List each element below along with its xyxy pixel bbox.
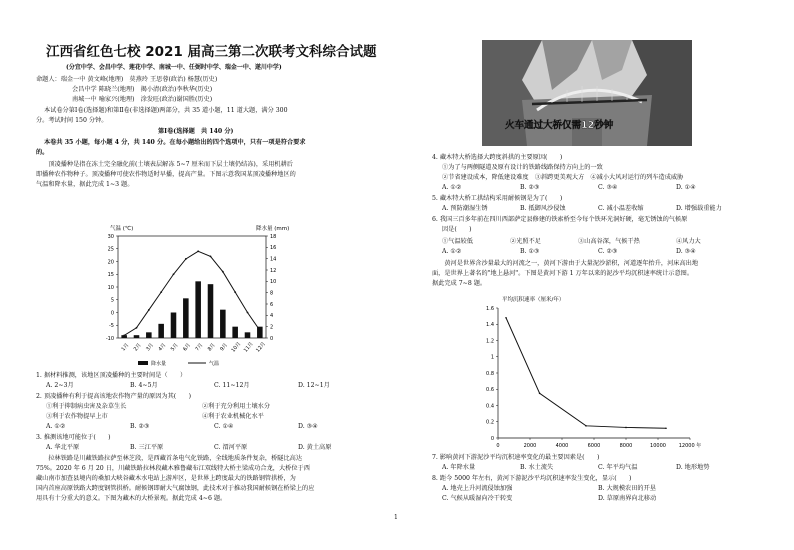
left-tick-label: 10 xyxy=(107,284,114,291)
q6-choice-2: ②光照不足 xyxy=(510,238,541,245)
q7-option-a: A. 年降水量 xyxy=(442,464,476,471)
q5-option-a: A. 预防潮湿生锈 xyxy=(442,205,488,212)
legend-bar-swatch xyxy=(138,361,148,365)
sediment-x-tick-label: 2000 xyxy=(523,443,537,449)
precip-bar xyxy=(134,335,140,338)
q2-line-4: ④利于农业机械化水平 xyxy=(202,413,264,420)
q2-option-a: A. ①② xyxy=(46,423,66,430)
left-tick-label: 25 xyxy=(107,246,114,253)
q3-option-b: B. 三江平原 xyxy=(130,444,164,451)
q3-option-a: A. 华北平原 xyxy=(46,444,80,451)
schools-line: (分宜中学、会昌中学、莲花中学、南城一中、任弼时中学、瑞金一中、遂川中学) xyxy=(66,64,282,71)
page-number: 1 xyxy=(394,514,398,521)
q6-option-d: D. ③④ xyxy=(676,248,696,255)
q7-option-d: D. 地形地势 xyxy=(676,464,710,471)
q2-line-1: ①利于抑制病虫害及杂草生长 xyxy=(46,403,127,410)
temperature-point xyxy=(136,327,138,329)
left-tick-label: 5 xyxy=(110,297,114,304)
q4-stem: 4. 藏木特大桥选择大跨度斜拱的主要原因( ) xyxy=(432,154,563,161)
q3-stem: 3. 推测该地可能位于( ) xyxy=(36,434,111,441)
precip-bar xyxy=(208,284,214,338)
q6-choice-4: ④风力大 xyxy=(676,238,701,245)
instruction-line-1: 本卷共 35 小题，每小题 4 分，共 140 分。在每小题给出的四个选项中，只有一项是符合要求 xyxy=(44,139,306,146)
temperature-point xyxy=(259,329,261,331)
q2-line-2: ②利于充分利用土壤水分 xyxy=(202,403,271,410)
passage2-line-2: 75%。2020 年 6 月 20 日，川藏铁路拉林段藏木雅鲁藏布江双线特大桥主梁成功合龙，大桥位于西 xyxy=(36,465,310,472)
passage2-line-5: 用具有十分重大的意义。下图为藏木的大桥景观。据此完成 4~6 题。 xyxy=(36,495,227,502)
sediment-x-tick-label: 4000 xyxy=(555,443,569,449)
q7-option-b: B. 水土流失 xyxy=(520,464,554,471)
month-label: 3月 xyxy=(145,342,155,353)
q6-option-b: B. ①③ xyxy=(520,248,540,255)
precip-bar xyxy=(158,324,164,338)
intro-line-2: 分。考试时间 150 分钟。 xyxy=(36,117,108,124)
left-axis-title: 气温 (℃) xyxy=(110,226,134,232)
q2-line-3: ③利于农作物提早上市 xyxy=(46,413,108,420)
sediment-rate-point xyxy=(585,425,587,427)
temperature-point xyxy=(148,309,150,311)
q4-option-b: B. ②③ xyxy=(520,184,540,191)
sediment-y-title: 平均沉积速率（厘米/年） xyxy=(502,297,565,303)
precip-bar xyxy=(183,298,189,338)
precip-bar xyxy=(220,310,226,338)
q6-stem: 6. 我国三百多年前在四川西部萨定县修建的铁索桥至今每个铁环光洞好硬，毫无锈蚀的气候原 xyxy=(432,216,688,223)
legend-line-label: 气温 xyxy=(209,361,220,367)
sediment-rate-chart xyxy=(470,292,720,452)
sediment-x-tick-label: 12000 年 xyxy=(678,443,702,449)
legend-bar-label: 降水量 xyxy=(151,361,167,367)
month-label: 12月 xyxy=(255,341,268,354)
q4-option-a: A. ①② xyxy=(442,184,462,191)
temperature-point xyxy=(185,258,187,260)
q6-line-1: 因是( ) xyxy=(442,226,472,233)
q6-choice-1: ①气温较低 xyxy=(442,238,473,245)
q1-stem: 1. 据材料推测，该地区顶凌播种的主要时间是（ ） xyxy=(36,372,187,379)
passage2-line-4: 国内首座高原铁路大跨度钢管拱桥。耐候钢即耐大气腐蚀钢，此技术对于推动我国耐候钢在桥梁上的应 xyxy=(36,485,315,492)
q1-option-d: D. 12~1月 xyxy=(298,382,330,389)
sediment-rate-point xyxy=(539,393,541,395)
precip-bar xyxy=(195,281,201,338)
passage1-line-3: 气温和降水量，据此完成 1~3 题。 xyxy=(36,181,134,188)
passage1-line-2: 即播种农作物种子。顶凌播种可使农作物适时早播，提高产量。下图示意我国某顶凌播种地区的 xyxy=(36,171,296,178)
left-tick-label: 15 xyxy=(107,272,114,279)
sediment-x-tick-label: 6000 xyxy=(587,443,601,449)
passage3-line-3: 据此完成 7~8 题。 xyxy=(432,280,487,287)
proposer-line-3: 南城一中 喻家兴(地理) 涂发旺(政治)谢国胜(历史) xyxy=(72,96,213,103)
sediment-y-tick-label: 1.2 xyxy=(486,338,494,345)
left-tick-label: -5 xyxy=(109,323,114,330)
q2-option-b: B. ②③ xyxy=(130,423,150,430)
q2-stem: 2. 顶凌播种有利于提高该地农作物产量的原因为其( ) xyxy=(36,393,192,400)
sediment-rate-line xyxy=(506,318,666,429)
q2-option-c: C. ①④ xyxy=(214,423,234,430)
temperature-point xyxy=(247,312,249,314)
passage1-line-1: 顶凌播种是指在冻土完全融化前(土壤表层解冻 5~7 厘米而下层土壤仍结冻)，采用机耕后 xyxy=(36,161,293,168)
month-label: 11月 xyxy=(242,341,255,354)
month-label: 1月 xyxy=(120,342,131,353)
q4-line-2: ②节省建设成本，降低建设难度 ③斜跨更美观大方 ④减小大风对运行的列车造成威胁 xyxy=(442,174,684,181)
temperature-point xyxy=(210,256,212,258)
right-axis-title: 降水量 (mm) xyxy=(256,226,290,232)
right-tick-label: 16 xyxy=(270,245,277,252)
temperature-line xyxy=(124,251,260,335)
sediment-x-tick-label: 10000 xyxy=(650,443,666,449)
precip-bar xyxy=(171,313,177,339)
sediment-y-tick-label: 0.6 xyxy=(486,387,494,394)
sediment-y-tick-label: 1.4 xyxy=(486,322,494,329)
right-tick-label: 18 xyxy=(270,233,277,240)
climate-chart xyxy=(96,222,296,372)
sediment-x-tick-label: 8000 xyxy=(619,443,633,449)
right-tick-label: 10 xyxy=(270,279,277,286)
precip-bar xyxy=(245,332,251,338)
month-label: 5月 xyxy=(169,342,180,353)
temperature-point xyxy=(123,335,125,337)
month-label: 6月 xyxy=(182,342,192,353)
left-tick-label: 0 xyxy=(110,310,114,317)
left-tick-label: 20 xyxy=(107,259,114,266)
proposer-line-2: 会昌中学 陈晓兰(地理) 揭小清(政治)李秋华(历史) xyxy=(72,86,213,93)
temperature-point xyxy=(160,291,162,293)
sediment-rate-point xyxy=(625,427,627,429)
temperature-point xyxy=(197,250,199,252)
left-tick-label: -10 xyxy=(105,335,114,342)
q8-option-a: A. 地壳上升河流侵蚀加强 xyxy=(442,485,513,492)
temperature-point xyxy=(234,291,236,293)
left-tick-label: 30 xyxy=(107,233,114,240)
sediment-y-tick-label: 1 xyxy=(490,354,494,361)
sediment-y-tick-label: 0.8 xyxy=(486,370,494,377)
month-label: 10月 xyxy=(230,341,243,354)
q5-option-c: C. 减小温差收缩 xyxy=(598,205,644,212)
q1-option-a: A. 2~3月 xyxy=(46,382,74,389)
month-label: 9月 xyxy=(219,342,229,353)
temperature-point xyxy=(222,271,224,273)
month-label: 4月 xyxy=(157,342,168,353)
q5-option-b: B. 抵御风沙侵蚀 xyxy=(520,205,566,212)
month-label: 8月 xyxy=(206,342,217,353)
passage3-line-1: 黄河是世界含沙量最大的河流之一，黄河下游由于大量泥沙淤积，河道逐年抬升，河床高出地 xyxy=(432,260,699,267)
sediment-x-tick-label: 0 xyxy=(496,443,500,449)
q4-line-1: ①为了与两侧隧道及原有设计的铁路线路保持方向上的一致 xyxy=(442,164,603,171)
right-tick-label: 14 xyxy=(270,256,277,263)
temperature-point xyxy=(173,273,175,275)
q4-option-d: D. ①④ xyxy=(676,184,696,191)
q7-option-c: C. 年平均气温 xyxy=(598,464,638,471)
passage3-line-2: 面，是世界上著名的"地上悬河"。下图是黄河下游 1 万年以来的泥沙平均沉积速率统计示意图。 xyxy=(432,270,694,277)
passage2-line-1: 拉林铁路是川藏铁路拉萨至林芝段，是西藏首条电气化铁路，全线地质条件复杂，桥隧比高达 xyxy=(36,455,303,462)
right-tick-label: 6 xyxy=(270,301,274,308)
proposer-line-1: 命题人：瑞金一中 黄文峰(地理) 莫燕玲 王思蓉(政治) 杨慧(历史) xyxy=(36,76,218,83)
intro-line-1: 本试卷分第Ⅰ卷(选择题)和第Ⅱ卷(非选择题)两部分，共 35 道小题，11 道大题，满分 300 xyxy=(44,107,288,114)
right-tick-label: 4 xyxy=(270,313,274,320)
sediment-y-tick-label: 0 xyxy=(490,435,494,442)
q8-option-c: C. 气候从暖湿向冷干转变 xyxy=(442,495,513,502)
precip-bar xyxy=(146,332,152,338)
sediment-y-tick-label: 1.6 xyxy=(486,305,494,312)
sediment-y-tick-label: 0.4 xyxy=(486,403,494,410)
month-label: 7月 xyxy=(194,342,205,353)
q6-option-c: C. ②③ xyxy=(598,248,618,255)
q2-option-d: D. ③④ xyxy=(298,423,318,430)
sediment-rate-point xyxy=(505,317,507,319)
precip-bar xyxy=(232,327,238,338)
q7-stem: 7. 影响黄河下游泥沙平均沉积速率变化的最主要因素是( ) xyxy=(432,454,600,461)
q6-option-a: A. ①② xyxy=(442,248,462,255)
q5-stem: 5. 藏木特大桥工拱结构采用耐候钢是为了( ) xyxy=(432,195,563,202)
section-heading: 第Ⅰ卷(选择题 共 140 分) xyxy=(158,128,234,135)
month-label: 2月 xyxy=(132,342,143,353)
q1-option-c: C. 11~12月 xyxy=(214,382,250,389)
right-tick-label: 8 xyxy=(270,290,274,297)
instruction-line-2: 的。 xyxy=(36,149,49,156)
q8-option-b: B. 大规模农田的开垦 xyxy=(598,485,656,492)
passage2-line-3: 藏山南市加查县境内的桑加大峡谷藏木水电站上游库区，是世界上跨度最大的铁路钢管拱桥，为 xyxy=(36,475,296,482)
q6-choice-3: ③山高谷深，气候干热 xyxy=(578,238,640,245)
right-tick-label: 2 xyxy=(270,324,274,331)
q8-stem: 8. 距今 5000 年左右，黄河下游泥沙平均沉积速率发生变化，显示( ) xyxy=(432,475,632,482)
q3-option-d: D. 黄土高原 xyxy=(298,444,332,451)
page-title: 江西省红色七校 2021 届高三第二次联考文科综合试题 xyxy=(46,44,377,60)
sediment-y-tick-label: 0.2 xyxy=(486,419,494,426)
right-tick-label: 12 xyxy=(270,267,277,274)
q8-option-d: D. 草原南界向北移动 xyxy=(598,495,657,502)
photo-caption: 火车通过大桥仅需12秒钟 xyxy=(505,120,614,131)
q3-option-c: C. 渭河平原 xyxy=(214,444,248,451)
right-tick-label: 0 xyxy=(270,335,274,342)
q5-option-d: D. 增强载重能力 xyxy=(676,205,722,212)
sediment-rate-point xyxy=(665,427,667,429)
q4-option-c: C. ③④ xyxy=(598,184,618,191)
q1-option-b: B. 4~5月 xyxy=(130,382,158,389)
